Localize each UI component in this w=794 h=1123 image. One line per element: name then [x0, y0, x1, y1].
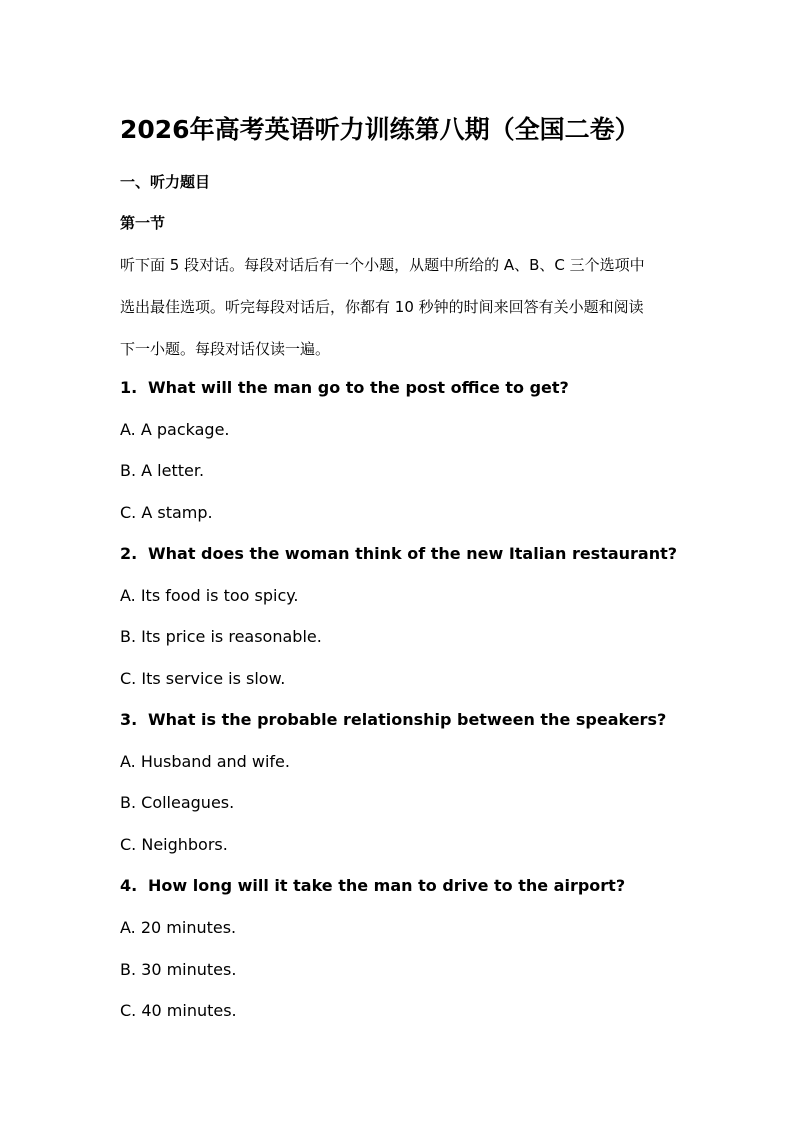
question-number: 3.	[120, 710, 138, 729]
question-1	[120, 378, 569, 398]
question-3	[120, 710, 666, 730]
question-3-option-a: A. Husband and wife.	[120, 752, 290, 771]
question-1-option-a: A. A package.	[120, 420, 230, 439]
part-heading: 一、听力题目	[120, 173, 211, 191]
question-text: What is the probable relationship between the speakers?	[148, 710, 667, 729]
question-4-option-b: B. 30 minutes.	[120, 960, 237, 979]
document-title: 2026年高考英语听力训练第八期（全国二卷）	[120, 115, 640, 144]
question-1-option-b: B. A letter.	[120, 461, 205, 480]
question-2-option-c: C. Its service is slow.	[120, 669, 286, 688]
section-heading: 第一节	[120, 214, 166, 232]
question-3-option-b: B. Colleagues.	[120, 793, 235, 812]
question-text: What will the man go to the post office to get?	[148, 378, 569, 397]
question-1-option-c: C. A stamp.	[120, 503, 213, 522]
instruction-line: 选出最佳选项。听完每段对话后，你都有 10 秒钟的时间来回答有关小题和阅读	[120, 298, 644, 316]
question-2-option-b: B. Its price is reasonable.	[120, 627, 322, 646]
question-number: 2.	[120, 544, 138, 563]
question-number: 1.	[120, 378, 138, 397]
question-text: What does the woman think of the new Italian restaurant?	[148, 544, 678, 563]
question-3-option-c: C. Neighbors.	[120, 835, 228, 854]
question-4-option-a: A. 20 minutes.	[120, 918, 237, 937]
instruction-line: 听下面 5 段对话。每段对话后有一个小题，从题中所给的 A、B、C 三个选项中	[120, 256, 645, 274]
question-4	[120, 876, 625, 896]
question-number: 4.	[120, 876, 138, 895]
question-2	[120, 544, 677, 564]
question-2-option-a: A. Its food is too spicy.	[120, 586, 299, 605]
question-4-option-c: C. 40 minutes.	[120, 1001, 237, 1020]
instruction-line: 下一小题。每段对话仅读一遍。	[120, 340, 331, 358]
question-text: How long will it take the man to drive to the airport?	[148, 876, 626, 895]
